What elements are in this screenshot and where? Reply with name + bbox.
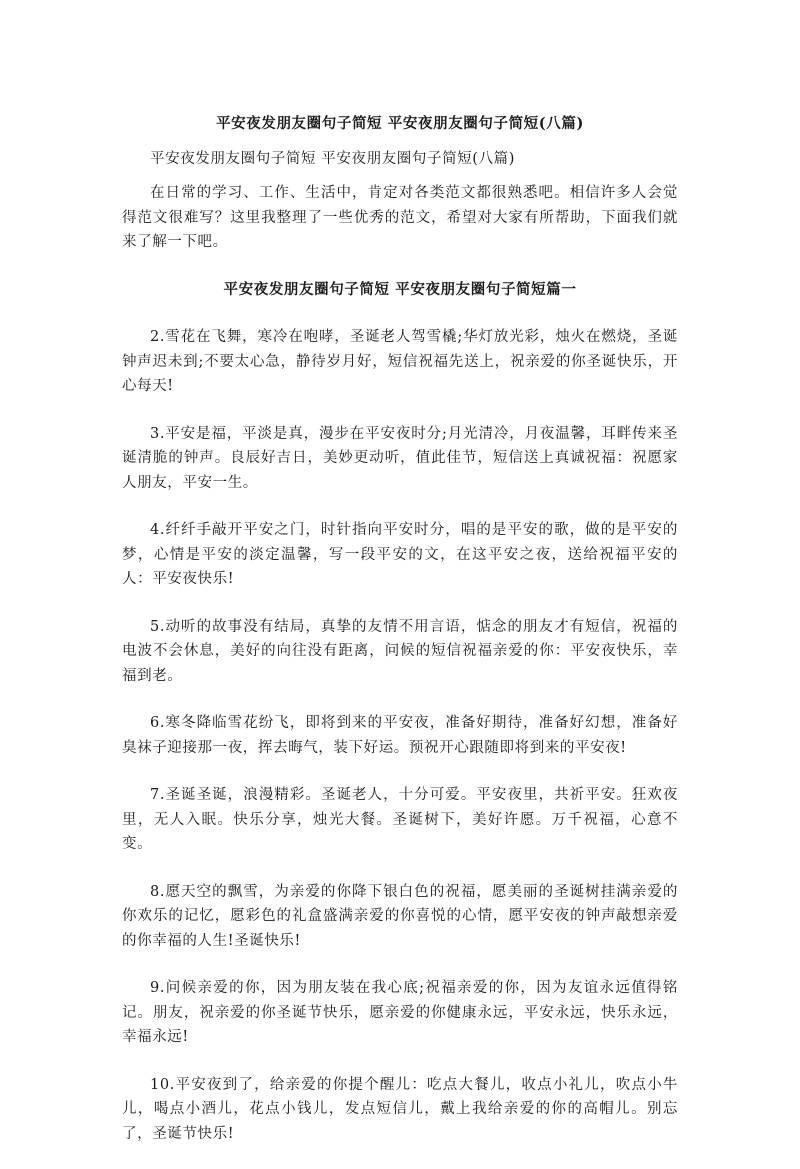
section-title: 平安夜发朋友圈句子简短 平安夜朋友圈句子简短篇一: [223, 280, 577, 298]
list-item: 8.愿天空的飘雪，为亲爱的你降下银白色的祝福，愿美丽的圣诞树挂满亲爱的你欢乐的记忆，愿彩色的礼盒盛满亲爱的你喜悦的心情，愿平安夜的钟声敲想亲爱的你幸福的人生!圣诞快乐!: [122, 883, 678, 949]
list-item: 10.平安夜到了，给亲爱的你提个醒儿：吃点大餐儿，收点小礼儿，吹点小牛儿，喝点小酒儿，花点小钱儿，发点短信儿，戴上我给亲爱的你的高帽儿。别忘了，圣诞节快乐!: [122, 1076, 678, 1142]
document-title: 平安夜发朋友圈句子简短 平安夜朋友圈句子简短(八篇): [216, 115, 584, 132]
list-item: 7.圣诞圣诞，浪漫精彩。圣诞老人，十分可爱。平安夜里，共祈平安。狂欢夜里，无人入眠。快乐分享，烛光大餐。圣诞树下，美好许愿。万千祝福，心意不变。: [122, 787, 678, 852]
list-item: 5.动听的故事没有结局，真挚的友情不用言语，惦念的朋友才有短信，祝福的电波不会休息，美好的向往没有距离，问候的短信祝福亲爱的你：平安夜快乐，幸福到老。: [122, 618, 678, 684]
list-item: 2.雪花在飞舞，寒冷在咆哮，圣诞老人驾雪橇;华灯放光彩，烛火在燃烧，圣诞钟声迟未到;不要太心急，静待岁月好，短信祝福先送上，祝亲爱的你圣诞快乐，开心每天!: [122, 329, 678, 394]
document-page: [122, 112, 678, 1169]
list-item: 6.寒冬降临雪花纷飞，即将到来的平安夜，准备好期待，准备好幻想，准备好臭袜子迎接那一夜，挥去晦气，装下好运。预祝开心跟随即将到来的平安夜!: [122, 715, 678, 756]
list-item: 9.问候亲爱的你，因为朋友装在我心底;祝福亲爱的你，因为友谊永远值得铭记。朋友，祝亲爱的你圣诞节快乐，愿亲爱的你健康永远，平安永远，快乐永远，幸福永远!: [122, 980, 678, 1045]
document-subtitle: 平安夜发朋友圈句子简短 平安夜朋友圈句子简短(八篇): [150, 150, 516, 167]
list-item: 3.平安是福，平淡是真，漫步在平安夜时分;月光清冷，月夜温馨，耳畔传来圣诞清脆的钟声。良辰好吉日，美妙更动听，值此佳节，短信送上真诚祝福：祝愿家人朋友，平安一生。: [122, 425, 678, 491]
list-item: 4.纤纤手敲开平安之门，时针指向平安时分，唱的是平安的歌，做的是平安的梦，心情是平安的淡定温馨，写一段平安的文，在这平安之夜，送给祝福平安的人：平安夜快乐!: [122, 522, 678, 587]
intro-paragraph: 在日常的学习、工作、生活中，肯定对各类范文都很熟悉吧。相信许多人会觉得范文很难写？这里我整理了一些优秀的范文，希望对大家有所帮助，下面我们就来了解一下吧。: [122, 185, 678, 250]
